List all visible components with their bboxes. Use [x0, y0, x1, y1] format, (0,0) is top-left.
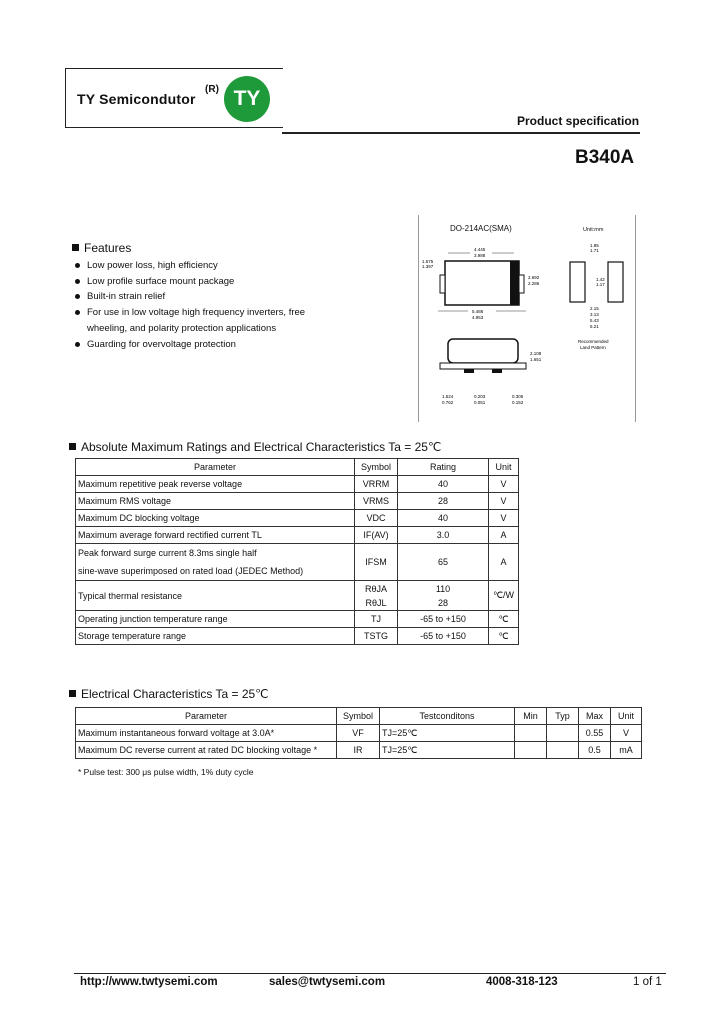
- features-list: [75, 258, 323, 352]
- svg-text:2.15: 2.15: [590, 306, 599, 311]
- feature-item: For use in low voltage high frequency inverters, free wheeling, and polarity protection applications: [75, 305, 323, 336]
- header-rule: [282, 132, 640, 134]
- svg-text:4.445: 4.445: [474, 247, 486, 252]
- svg-text:3.988: 3.988: [474, 253, 486, 258]
- table-row: Maximum DC reverse current at rated DC blocking voltage * IR TJ=25℃ 0.5 mA: [76, 742, 642, 759]
- svg-text:0.762: 0.762: [442, 400, 454, 405]
- feature-item: Guarding for overvoltage protection: [75, 337, 323, 353]
- doc-type: Product specification: [517, 114, 640, 128]
- abs-ratings-table: [75, 458, 519, 645]
- package-top-view: [445, 261, 519, 305]
- footer-phone: 4008-318-123: [486, 976, 558, 988]
- svg-text:0.152: 0.152: [512, 400, 524, 405]
- table-header-row: Parameter Symbol Testconditons Min Typ Max Unit: [76, 708, 642, 725]
- table-row: Maximum instantaneous forward voltage at 3.0A* VF TJ=25℃ 0.55 V: [76, 725, 642, 742]
- bullet-icon: [75, 294, 80, 299]
- svg-text:0.051: 0.051: [474, 400, 486, 405]
- land-pad-left: [570, 262, 585, 302]
- bullet-icon: [75, 310, 80, 315]
- package-name: DO-214AC(SMA): [450, 224, 512, 233]
- footer-page: 1 of 1: [633, 976, 662, 988]
- svg-text:5.486: 5.486: [472, 309, 484, 314]
- svg-text:4.953: 4.953: [472, 315, 484, 320]
- footer-website[interactable]: http://www.twtysemi.com: [80, 976, 218, 988]
- bullet-icon: [75, 263, 80, 268]
- svg-text:1.651: 1.651: [530, 357, 542, 362]
- table-row: Peak forward surge current 8.3ms single half sine-wave superimposed on rated load (JEDEC Method) IFSM 65 A: [76, 544, 519, 581]
- square-bullet-icon: [69, 690, 76, 697]
- svg-text:5.43: 5.43: [590, 318, 599, 323]
- table-row: Maximum repetitive peak reverse voltage VRRM 40 V: [76, 476, 519, 493]
- svg-text:1.85: 1.85: [590, 243, 599, 248]
- package-drawing: [418, 215, 636, 422]
- company-logo: TY: [224, 76, 270, 122]
- pulse-test-note: * Pulse test: 300 μs pulse width, 1% duty cycle: [78, 767, 254, 777]
- square-bullet-icon: [69, 443, 76, 450]
- table-row: Maximum RMS voltage VRMS 28 V: [76, 493, 519, 510]
- package-side-view: [448, 339, 518, 363]
- svg-text:2.108: 2.108: [530, 351, 542, 356]
- table-row: Maximum DC blocking voltage VDC 40 V: [76, 510, 519, 527]
- feature-item: Built-in strain relief: [75, 289, 323, 305]
- svg-text:Land Pattern: Land Pattern: [580, 345, 606, 350]
- table-row: Maximum average forward rectified current TL IF(AV) 3.0 A: [76, 527, 519, 544]
- elec-table-title: Electrical Characteristics Ta = 25℃: [69, 687, 269, 701]
- svg-text:1.524: 1.524: [442, 394, 454, 399]
- registered-mark: (R): [205, 84, 219, 95]
- footer-rule: [74, 973, 666, 974]
- svg-text:1.397: 1.397: [422, 264, 434, 269]
- feature-item: Low power loss, high efficiency: [75, 258, 323, 274]
- svg-text:1.17: 1.17: [596, 282, 605, 287]
- svg-text:2.692: 2.692: [528, 275, 540, 280]
- svg-text:5.21: 5.21: [590, 324, 599, 329]
- svg-text:1.71: 1.71: [590, 248, 599, 253]
- abs-table-title: Absolute Maximum Ratings and Electrical Characteristics Ta = 25℃: [69, 440, 441, 454]
- table-row: Storage temperature range TSTG -65 to +150 ℃: [76, 628, 519, 645]
- svg-text:Recommended: Recommended: [578, 339, 609, 344]
- table-row: Typical thermal resistance RθJA RθJL 110 28 ℃/W: [76, 581, 519, 611]
- bullet-icon: [75, 279, 80, 284]
- unit-label: Unit:mm: [583, 227, 604, 233]
- features-title: Features: [72, 241, 131, 255]
- cathode-band: [510, 261, 519, 305]
- part-number: B340A: [575, 147, 635, 168]
- svg-text:1.575: 1.575: [422, 259, 434, 264]
- table-header-row: Parameter Symbol Rating Unit: [76, 459, 519, 476]
- footer-email[interactable]: sales@twtysemi.com: [269, 976, 386, 988]
- bullet-icon: [75, 342, 80, 347]
- svg-text:1.42: 1.42: [596, 277, 605, 282]
- square-bullet-icon: [72, 244, 79, 251]
- land-pad-right: [608, 262, 623, 302]
- svg-text:0.305: 0.305: [512, 394, 524, 399]
- svg-text:2.286: 2.286: [528, 281, 540, 286]
- svg-text:3.13: 3.13: [590, 312, 599, 317]
- table-row: Operating junction temperature range TJ -65 to +150 ℃: [76, 611, 519, 628]
- feature-item: Low profile surface mount package: [75, 274, 323, 290]
- electrical-table: [75, 707, 642, 759]
- svg-text:0.203: 0.203: [474, 394, 486, 399]
- company-name: TY Semicondutor: [77, 91, 196, 107]
